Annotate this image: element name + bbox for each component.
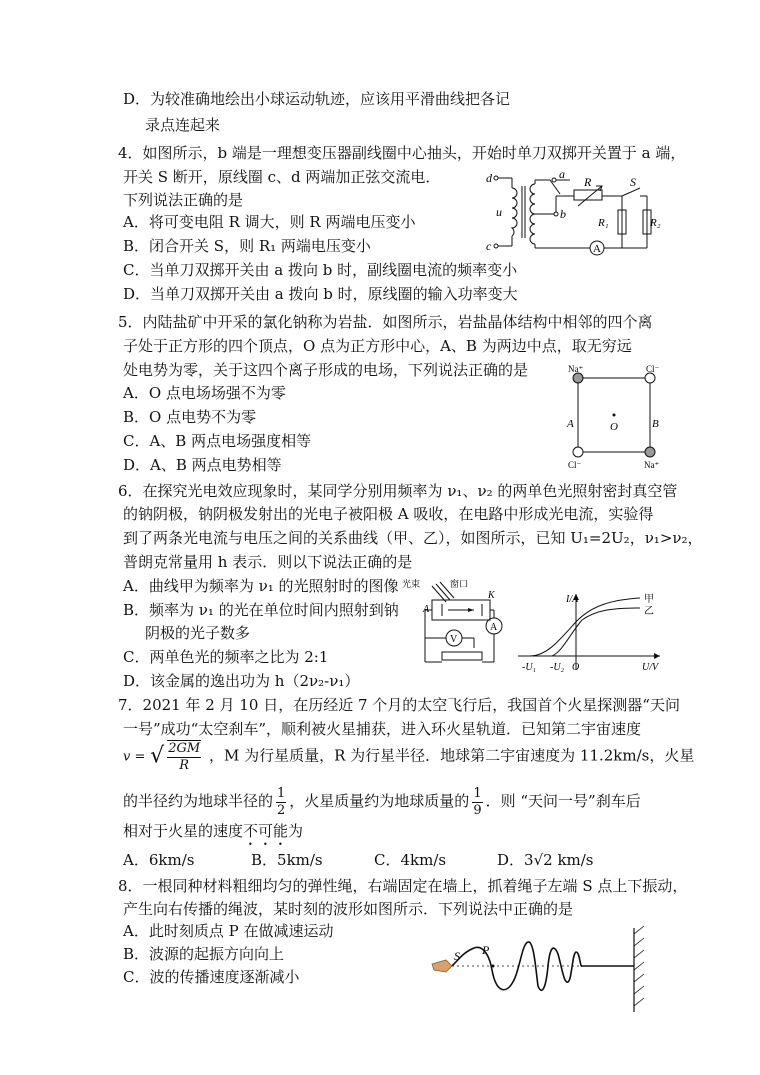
q4-stem-line3: 下列说法正确的是 <box>123 191 244 209</box>
q5-option-b: B．O 点电势不为零 <box>123 408 257 426</box>
q5-option-c: C．A、B 两点电场强度相等 <box>123 432 312 450</box>
q6-stem-line2: 的钠阴极，钠阴极发射出的光电子被阳极 A 吸收，在电路中形成光电流，实验得 <box>123 505 654 523</box>
label-p: P <box>482 943 490 957</box>
q7-stem-line3 <box>123 740 694 773</box>
sqrt-formula <box>150 740 204 773</box>
label-anode: A <box>423 604 430 615</box>
label-light-beam: 光束 <box>402 579 421 589</box>
label-window: 窗口 <box>450 579 469 589</box>
q8-option-b: B．波源的起振方向向上 <box>123 945 285 963</box>
label-voltmeter: V <box>450 634 458 645</box>
q7-option-c: C．4km/s <box>374 851 447 869</box>
label-s: S <box>630 175 636 189</box>
q8-stem-line2: 产生向右传播的绳波，某时刻的波形如图所示．下列说法中正确的是 <box>123 900 574 918</box>
curve-label-jia: 甲 <box>644 594 654 605</box>
label-u: u <box>496 205 502 219</box>
q6-option-b-line1: B．频率为 ν₁ 的光在单位时间内照射到钠 <box>123 601 399 619</box>
q8-stem-line1: 8．一根同种材料粗细均匀的弹性绳，右端固定在墙上，抓着绳子左端 S 点上下振动， <box>118 877 688 895</box>
label-r: R <box>584 175 592 189</box>
label-d: d <box>486 171 492 185</box>
rope-wave-diagram <box>430 924 656 1014</box>
tick-label-u1: -U₁ <box>522 662 537 673</box>
q4-option-c: C．当单刀双掷开关由 a 拨向 b 时，副线圈电流的频率变小 <box>123 261 518 279</box>
label-ammeter: A <box>593 243 601 255</box>
label-r2: R₂ <box>650 217 661 229</box>
q7-option-d: D．3√2 km/s <box>497 851 594 869</box>
label-b: b <box>560 207 566 221</box>
curve-label-yi: 乙 <box>644 606 654 617</box>
formula-lhs: v = <box>123 749 146 765</box>
q8-option-a: A．此时刻质点 P 在做减速运动 <box>123 922 334 940</box>
ion-bottom-left: Cl⁻ <box>568 460 582 470</box>
q7-stem-line3-rest: ，M 为行星质量，R 为行星半径．地球第二宇宙速度为 11.2km/s，火星 <box>208 746 695 765</box>
point-a: A <box>567 418 574 430</box>
q4-option-b: B．闭合开关 S，则 R₁ 两端电压变小 <box>123 237 371 255</box>
label-c: c <box>486 239 492 253</box>
q7-stem-line4: 的半径约为地球半径的 $\frac{1}{2}$ ，火星质量约为地球质量的 $\frac{1}{9}$ ．则 “天问一号”刹车后 <box>123 786 641 818</box>
q4-option-d: D．当单刀双掷开关由 a 拨向 b 时，原线圈的输入功率变大 <box>123 285 518 303</box>
rock-salt-ion-diagram <box>560 362 670 474</box>
label-cathode: K <box>488 590 495 601</box>
photoelectric-circuit-diagram <box>402 576 510 672</box>
fraction-radius: $\frac{1}{2}$ <box>277 786 286 818</box>
q4-stem-line1: 4．如图所示，b 端是一理想变压器副线圈中心抽头，开始时单刀双掷开关置于 a 端， <box>118 144 686 162</box>
label-a: a <box>559 167 565 181</box>
q6-option-a: A．曲线甲为频率为 ν₁ 的光照射时的图像 <box>123 577 399 595</box>
tick-label-u2: -U₂ <box>550 662 565 673</box>
q7-stem-line1: 7．2021 年 2 月 10 日，在历经近 7 个月的太空飞行后，我国首个火星探测器“天问 <box>118 696 680 714</box>
q5-stem-line2: 子处于正方形的四个顶点，O 点为正方形中心，A、B 为两边中点，取无穷远 <box>123 337 632 355</box>
ion-top-right: Cl⁻ <box>646 364 660 374</box>
q3-option-d-line1: D．为较准确地绘出小球运动轨迹，应该用平滑曲线把各记 <box>123 90 511 108</box>
sqrt-fraction: $\frac{2GM}{R}$ <box>168 741 201 773</box>
axis-label-u: U/V <box>642 662 659 673</box>
transformer-circuit-diagram <box>482 166 662 260</box>
ion-top-left: Na⁺ <box>568 364 584 374</box>
point-b: B <box>652 418 659 430</box>
q5-option-d: D．A、B 两点电势相等 <box>123 456 282 474</box>
q6-option-d: D．该金属的逸出功为 h（2ν₂-ν₁） <box>123 672 360 690</box>
q5-stem-line3: 处电势为零，关于这四个离子形成的电场，下列说法正确的是 <box>123 361 529 379</box>
q4-stem-line2: 开关 S 断开，原线圈 c、d 两端加正弦交流电． <box>123 168 441 186</box>
emphasized-text: 不可能 <box>243 822 289 840</box>
q4-option-a: A．将可变电阻 R 调大，则 R 两端电压变小 <box>123 213 416 231</box>
sqrt-sign: √ <box>150 743 165 769</box>
q7-stem-line2: 一号”成功“太空刹车”，顺利被火星捕获，进入环火星轨道．已知第二宇宙速度 <box>123 720 642 738</box>
q8-option-c: C．波的传播速度逐渐减小 <box>123 968 300 986</box>
point-o: O <box>610 421 618 433</box>
q7-option-b: B．5km/s <box>251 851 323 869</box>
q6-option-c: C．两单色光的频率之比为 2:1 <box>123 648 329 666</box>
q3-option-d-line2: 录点连起来 <box>145 116 221 134</box>
label-r1: R₁ <box>598 217 609 229</box>
q6-stem-line4: 普朗克常量用 h 表示．则以下说法正确的是 <box>123 553 413 571</box>
q6-option-b-line2: 阴极的光子数多 <box>145 624 251 642</box>
q6-stem-line3: 到了两条光电流与电压之间的关系曲线（甲、乙），如图所示，已知 U₁=2U₂，ν₁>ν₂， <box>123 529 703 547</box>
origin-label: O <box>572 662 580 673</box>
current-voltage-graph <box>516 590 666 674</box>
label-s: S <box>454 949 460 963</box>
axis-label-i: I/A <box>566 594 579 605</box>
fraction-mass: $\frac{1}{9}$ <box>473 786 482 818</box>
q7-stem-line5: 相对于火星的速度不可能为 <box>123 822 304 840</box>
label-ammeter: A <box>490 622 498 633</box>
ion-bottom-right: Na⁺ <box>644 460 660 470</box>
q5-option-a: A．O 点电场场强不为零 <box>123 384 286 402</box>
q6-stem-line1: 6．在探究光电效应现象时，某同学分别用频率为 ν₁、ν₂ 的两单色光照射密封真空管 <box>118 482 678 500</box>
q7-option-a: A．6km/s <box>123 851 195 869</box>
q5-stem-line1: 5．内陆盐矿中开采的氯化钠称为岩盐．如图所示，岩盐晶体结构中相邻的四个离 <box>118 313 653 331</box>
